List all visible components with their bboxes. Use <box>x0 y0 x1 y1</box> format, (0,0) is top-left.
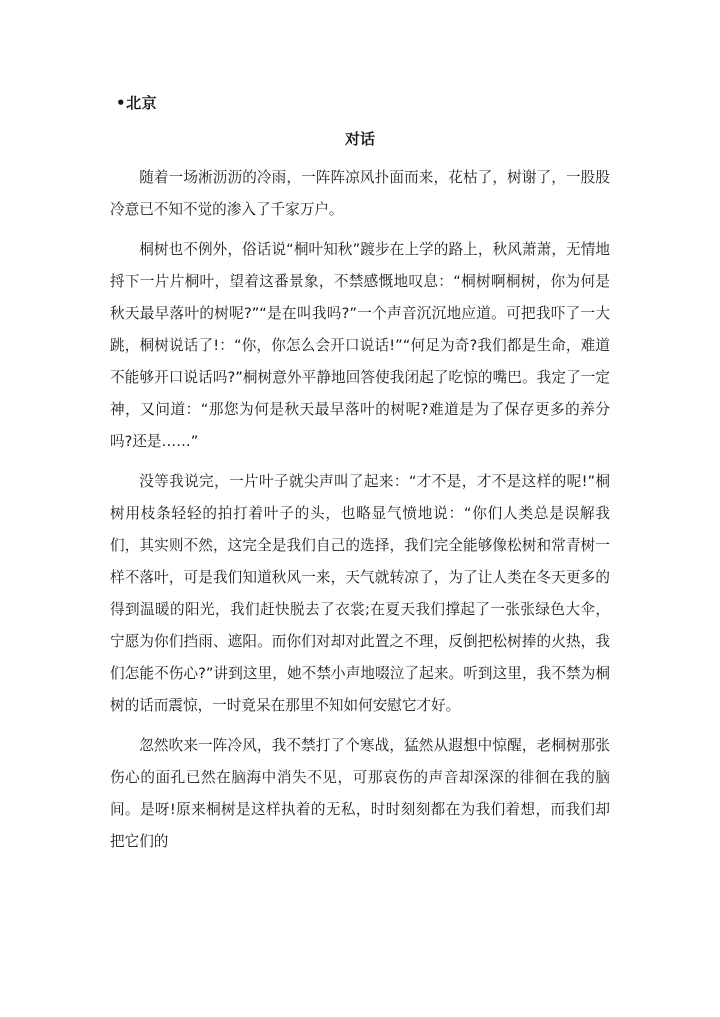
paragraph: 没等我说完，一片叶子就尖声叫了起来：“才不是，才不是这样的呢!”桐树用枝条轻轻的拍打着叶子的头，也略显气愤地说：“你们人类总是误解我们，其实则不然，这完全是我们自己的选择，我们完全能够像松树和常青树一样不落叶，可是我们知道秋风一来，天气就转凉了，为了让人类在冬天更多的得到温暖的阳光，我们赶快脱去了衣裳;在夏天我们撑起了一张张绿色大伞，宁愿为你们挡雨、遮阳。而你们对却对此置之不理，反倒把松树捧的火热，我们怎能不伤心?”讲到这里，她不禁小声地啜泣了起来。听到这里，我不禁为桐树的话而震惊，一时竟呆在那里不知如何安慰它才好。 <box>110 473 610 714</box>
paragraph: 桐树也不例外，俗话说“桐叶知秋”踱步在上学的路上，秋风萧萧，无情地捋下一片片桐叶，望着这番景象，不禁感慨地叹息：“桐树啊桐树，你为何是秋天最早落叶的树呢?”“是在叫我吗?”一个声音沉沉地应道。可把我吓了一大跳，桐树说话了!：“你，你怎么会开口说话!”“何足为奇?我们都是生命，难道不能够开口说话吗?”桐树意外平静地回答使我闭起了吃惊的嘴巴。我定了一定神，又问道：“那您为何是秋天最早落叶的树呢?难道是为了保存更多的养分吗?还是……” <box>110 241 610 450</box>
paragraph: 随着一场淅沥沥的冷雨，一阵阵凉风扑面而来，花枯了，树谢了，一股股冷意已不知不觉的渗入了千家万户。 <box>110 169 610 218</box>
paragraph: 忽然吹来一阵冷风，我不禁打了个寒战，猛然从遐想中惊醒，老桐树那张伤心的面孔已然在脑海中消失不见，可那哀伤的声音却深深的徘徊在我的脑间。是呀!原来桐树是这样执着的无私，时时刻刻都在为我们着想，而我们却把它们的 <box>110 737 610 850</box>
essay-title: 对话 <box>344 130 375 148</box>
location-label: •北京 <box>116 94 158 112</box>
essay-body <box>110 162 610 866</box>
